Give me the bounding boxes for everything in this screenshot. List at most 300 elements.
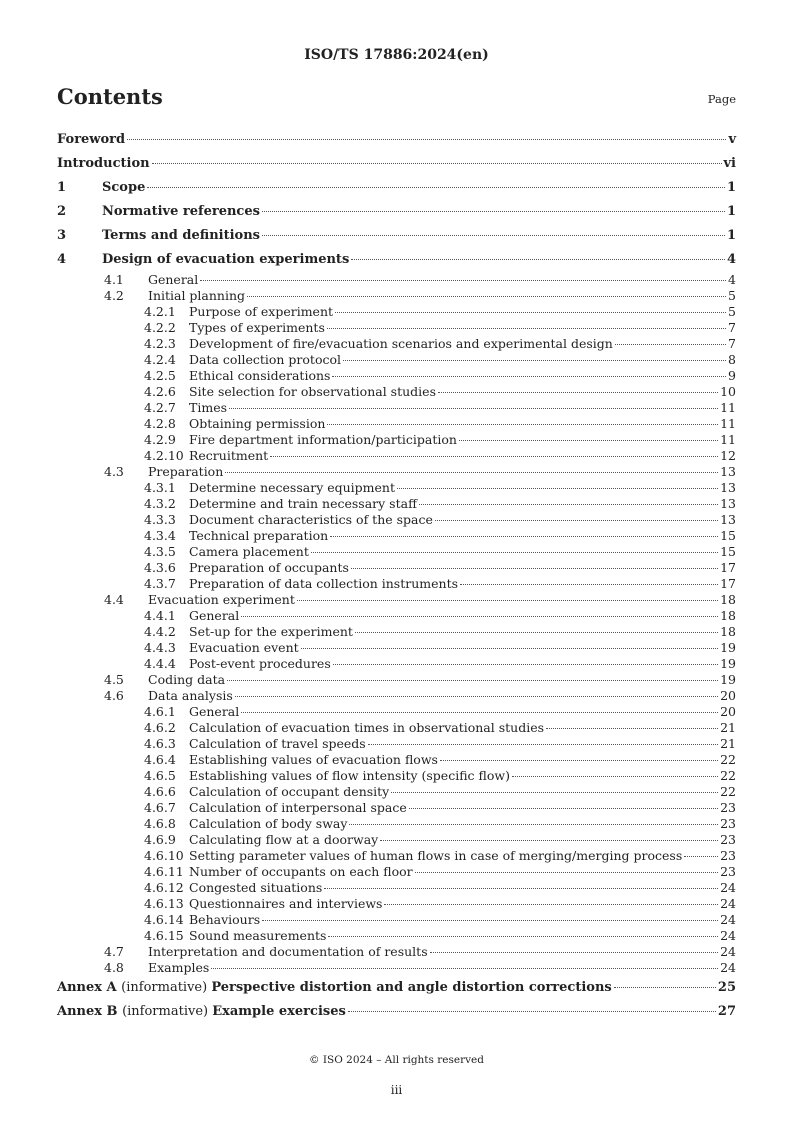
toc-page-number: 11 [720, 400, 736, 415]
section-number: 4.2.4 [144, 352, 176, 367]
toc-page-number: 15 [720, 544, 736, 559]
toc-title: Sound measurements [189, 928, 327, 943]
toc-entry[interactable] [57, 784, 736, 800]
dot-leader [459, 440, 718, 441]
dot-leader [327, 328, 726, 329]
toc-page-number: 22 [720, 784, 736, 799]
toc-page-number: 23 [720, 848, 736, 863]
toc-entry-text [57, 512, 433, 528]
toc-page-number: 4 [728, 272, 736, 287]
dot-leader [351, 568, 718, 569]
dot-leader [615, 344, 726, 345]
toc-entry[interactable] [57, 544, 736, 560]
toc-entry-text [57, 576, 458, 592]
toc-entry[interactable] [57, 304, 736, 320]
toc-page-number: 18 [720, 624, 736, 639]
toc-entry[interactable] [57, 656, 736, 672]
dot-leader [332, 376, 726, 377]
toc-page-number: 13 [720, 512, 736, 527]
toc-title: Camera placement [189, 544, 309, 559]
toc-entry-text [57, 672, 225, 688]
section-number: 4.1 [104, 272, 124, 287]
toc-title: Types of experiments [189, 320, 325, 335]
dot-leader [227, 680, 718, 681]
toc-title: Data analysis [148, 688, 233, 703]
dot-leader [351, 259, 725, 260]
toc-entry[interactable] [57, 896, 736, 912]
toc-entry-text [57, 688, 233, 704]
toc-entry-text [57, 176, 145, 200]
dot-leader [348, 1011, 716, 1012]
toc-page-number: 23 [720, 800, 736, 815]
toc-entry[interactable] [57, 800, 736, 816]
toc-title: Recruitment [189, 448, 269, 463]
section-number: 4.2.2 [144, 320, 176, 335]
section-number: 4.2.6 [144, 384, 176, 399]
toc-entry-text [57, 608, 239, 624]
dot-leader [127, 139, 726, 140]
document-header: ISO/TS 17886:2024(en) [304, 47, 489, 63]
toc-page-number: 7 [728, 336, 736, 351]
toc-title: Calculation of occupant density [189, 784, 390, 799]
section-number: 4.3.6 [144, 560, 176, 575]
annex-number: Annex B [57, 1004, 123, 1019]
dot-leader [297, 600, 718, 601]
dot-leader [262, 920, 718, 921]
toc-entry[interactable] [57, 736, 736, 752]
toc-title: Establishing values of evacuation flows [189, 752, 438, 767]
toc-page-number: 21 [720, 736, 736, 751]
toc-page-number: 19 [720, 656, 736, 671]
toc-title: Interpretation and documentation of results [148, 944, 428, 959]
toc-entry-text [57, 656, 331, 672]
toc-entry[interactable] [57, 576, 736, 592]
dot-leader [241, 616, 718, 617]
toc-page-number: 18 [720, 592, 736, 607]
toc-page-number: 20 [720, 704, 736, 719]
toc-page-number: 27 [717, 1004, 736, 1019]
toc-entry[interactable] [57, 448, 736, 464]
dot-leader [684, 856, 718, 857]
toc-entry-text [57, 896, 382, 912]
toc-entry-text [57, 200, 260, 224]
toc-entry[interactable] [57, 512, 736, 528]
toc-entry-text [57, 448, 268, 464]
toc-entry[interactable] [57, 976, 736, 1000]
toc-page-number: 20 [720, 688, 736, 703]
toc-page-number: 25 [717, 980, 736, 995]
toc-entry[interactable] [57, 128, 736, 152]
toc-entry[interactable] [57, 720, 736, 736]
toc-entry-text [57, 480, 395, 496]
toc-page-number: 5 [728, 304, 736, 319]
toc-entry[interactable] [57, 608, 736, 624]
toc-entry-text [57, 768, 510, 784]
table-of-contents [57, 128, 736, 1024]
dot-leader [200, 280, 726, 281]
toc-entry[interactable] [57, 200, 736, 224]
toc-page-number: 22 [720, 752, 736, 767]
dot-leader [349, 824, 718, 825]
toc-entry-text [57, 848, 682, 864]
toc-entry[interactable] [57, 368, 736, 384]
toc-entry[interactable] [57, 400, 736, 416]
section-number: 4.2.7 [144, 400, 176, 415]
toc-title: Ethical considerations [189, 368, 331, 383]
section-number: 4.4.2 [144, 624, 176, 639]
section-number: 4.6.12 [144, 880, 184, 895]
toc-entry-text [57, 320, 325, 336]
dot-leader [438, 392, 718, 393]
toc-entry[interactable] [57, 288, 736, 304]
toc-entry-text [57, 784, 389, 800]
section-number: 4.4 [104, 592, 124, 607]
toc-entry[interactable] [57, 848, 736, 864]
toc-entry-text [57, 288, 245, 304]
dot-leader [380, 840, 718, 841]
dot-leader [368, 744, 718, 745]
toc-title: Obtaining permission [189, 416, 326, 431]
section-number: 2 [57, 204, 67, 219]
toc-entry[interactable] [57, 496, 736, 512]
toc-page-number: 12 [720, 448, 736, 463]
dot-leader [333, 664, 718, 665]
toc-title: Calculation of travel speeds [189, 736, 366, 751]
toc-page-number: 4 [726, 252, 736, 267]
dot-leader [391, 792, 718, 793]
toc-entry[interactable] [57, 768, 736, 784]
toc-page-number: 19 [720, 640, 736, 655]
toc-entry[interactable] [57, 928, 736, 944]
toc-entry-text [57, 496, 417, 512]
toc-entry-text [57, 336, 613, 352]
toc-entry-text [57, 720, 544, 736]
section-number: 4.2.8 [144, 416, 176, 431]
toc-entry[interactable] [57, 272, 736, 288]
toc-entry[interactable] [57, 944, 736, 960]
dot-leader [409, 808, 718, 809]
section-number: 4.6.3 [144, 736, 176, 751]
toc-entry-text [57, 432, 457, 448]
dot-leader [343, 360, 726, 361]
toc-title: Post-event procedures [189, 656, 331, 671]
toc-entry[interactable] [57, 176, 736, 200]
section-number: 4 [57, 252, 67, 267]
toc-entry-text [57, 152, 150, 176]
toc-entry[interactable] [57, 960, 736, 976]
dot-leader [335, 312, 726, 313]
toc-entry[interactable] [57, 624, 736, 640]
toc-entry[interactable] [57, 1000, 736, 1024]
dot-leader [328, 936, 718, 937]
toc-title: General [148, 272, 199, 287]
section-number: 4.3 [104, 464, 124, 479]
section-number: 4.7 [104, 944, 124, 959]
toc-entry[interactable] [57, 864, 736, 880]
section-number: 4.3.7 [144, 576, 176, 591]
toc-page-number: 23 [720, 864, 736, 879]
toc-page-number: 24 [720, 880, 736, 895]
dot-leader [512, 776, 718, 777]
section-number: 4.6.1 [144, 704, 176, 719]
dot-leader [324, 888, 718, 889]
dot-leader [415, 872, 718, 873]
toc-entry[interactable] [57, 384, 736, 400]
toc-title: Design of evacuation experiments [102, 252, 350, 267]
toc-entry-text [57, 816, 347, 832]
dot-leader [229, 408, 718, 409]
toc-entry[interactable] [57, 832, 736, 848]
toc-entry-text [57, 368, 330, 384]
toc-entry-text [57, 880, 322, 896]
annex-note: (informative) [121, 980, 212, 995]
toc-entry-text [57, 128, 125, 152]
toc-entry-text [57, 224, 260, 248]
section-number: 4.6.2 [144, 720, 176, 735]
section-number: 4.4.4 [144, 656, 176, 671]
toc-entry[interactable] [57, 816, 736, 832]
toc-entry[interactable] [57, 336, 736, 352]
toc-entry[interactable] [57, 528, 736, 544]
section-number: 4.6.9 [144, 832, 176, 847]
toc-title: Setting parameter values of human flows in case of merging/merging process [189, 848, 683, 863]
toc-title: Document characteristics of the space [189, 512, 433, 527]
toc-entry[interactable] [57, 352, 736, 368]
toc-title: Perspective distortion and angle distortion corrections [211, 980, 612, 995]
toc-entry-text [57, 384, 436, 400]
toc-entry-text [57, 960, 209, 976]
toc-title: Calculating flow at a doorway [189, 832, 379, 847]
dot-leader [301, 648, 718, 649]
toc-entry-text [57, 528, 328, 544]
section-number: 4.6.7 [144, 800, 176, 815]
toc-entry-text [57, 624, 353, 640]
toc-entry[interactable] [57, 672, 736, 688]
section-number: 4.3.3 [144, 512, 176, 527]
section-number: 1 [57, 180, 67, 195]
toc-title: Number of occupants on each floor [189, 864, 413, 879]
section-number: 4.6.8 [144, 816, 176, 831]
section-number: 4.2.3 [144, 336, 176, 351]
section-number: 4.6.6 [144, 784, 176, 799]
dot-leader [546, 728, 718, 729]
toc-entry-text [57, 944, 428, 960]
toc-page-number: 1 [726, 228, 736, 243]
toc-title: Preparation of occupants [189, 560, 349, 575]
section-number: 4.6.14 [144, 912, 184, 927]
section-number: 4.4.1 [144, 608, 176, 623]
toc-page-number: 24 [720, 960, 736, 975]
toc-entry-text [57, 800, 407, 816]
toc-title: Calculation of interpersonal space [189, 800, 407, 815]
toc-page-number: 10 [720, 384, 736, 399]
section-number: 4.6.5 [144, 768, 176, 783]
toc-title: Development of fire/evacuation scenarios and experimental design [189, 336, 613, 351]
toc-entry[interactable] [57, 464, 736, 480]
toc-entry-text [57, 272, 198, 288]
toc-entry-text [57, 416, 325, 432]
toc-title: Site selection for observational studies [189, 384, 436, 399]
toc-page-number: 13 [720, 496, 736, 511]
toc-entry-text [57, 912, 260, 928]
toc-title: Congested situations [189, 880, 323, 895]
toc-page-number: 11 [720, 432, 736, 447]
toc-entry-text [57, 832, 378, 848]
toc-entry[interactable] [57, 704, 736, 720]
toc-page-number: 24 [720, 896, 736, 911]
toc-page-number: 24 [720, 912, 736, 927]
toc-title: Determine and train necessary staff [189, 496, 417, 511]
toc-title: Determine necessary equipment [189, 480, 395, 495]
section-number: 4.6.13 [144, 896, 184, 911]
dot-leader [262, 211, 725, 212]
dot-leader [330, 536, 718, 537]
toc-title: Times [189, 400, 228, 415]
toc-entry[interactable] [57, 480, 736, 496]
toc-title: Establishing values of flow intensity (specific flow) [189, 768, 510, 783]
toc-entry[interactable] [57, 688, 736, 704]
section-number: 4.2.9 [144, 432, 176, 447]
toc-entry-text [57, 864, 413, 880]
section-number: 4.3.4 [144, 528, 176, 543]
section-number: 4.8 [104, 960, 124, 975]
dot-leader [147, 187, 725, 188]
toc-title: Purpose of experiment [189, 304, 334, 319]
dot-leader [327, 424, 718, 425]
section-number: 4.3.5 [144, 544, 176, 559]
toc-entry-text [57, 560, 349, 576]
dot-leader [270, 456, 718, 457]
toc-entry[interactable] [57, 224, 736, 248]
toc-title: Initial planning [148, 288, 246, 303]
toc-entry-text [57, 704, 239, 720]
toc-title: Introduction [57, 156, 150, 171]
section-number: 4.2 [104, 288, 124, 303]
section-number: 4.4.3 [144, 640, 176, 655]
dot-leader [460, 584, 718, 585]
toc-entry[interactable] [57, 416, 736, 432]
page-column-label: Page [707, 92, 736, 106]
dot-leader [614, 987, 716, 988]
toc-page-number: 21 [720, 720, 736, 735]
toc-page-number: vi [723, 156, 736, 171]
toc-entry[interactable] [57, 320, 736, 336]
toc-title: Example exercises [212, 1004, 346, 1019]
toc-entry-text [57, 928, 326, 944]
toc-page-number: 13 [720, 480, 736, 495]
section-number: 4.3.1 [144, 480, 176, 495]
dot-leader [247, 296, 726, 297]
toc-entry-text [57, 976, 612, 1000]
dot-leader [225, 472, 718, 473]
toc-title: Fire department information/participation [189, 432, 457, 447]
dot-leader [355, 632, 718, 633]
toc-page-number: 1 [726, 180, 736, 195]
section-number: 4.6.10 [144, 848, 184, 863]
toc-title: Technical preparation [189, 528, 329, 543]
toc-title: Evacuation event [189, 640, 299, 655]
toc-title: Terms and definitions [102, 228, 260, 243]
dot-leader [311, 552, 718, 553]
toc-page-number: 23 [720, 816, 736, 831]
dot-leader [440, 760, 718, 761]
toc-title: Data collection protocol [189, 352, 341, 367]
toc-page-number: 1 [726, 204, 736, 219]
toc-entry[interactable] [57, 560, 736, 576]
toc-page-number: 23 [720, 832, 736, 847]
toc-entry[interactable] [57, 880, 736, 896]
toc-entry[interactable] [57, 912, 736, 928]
toc-title: Questionnaires and interviews [189, 896, 383, 911]
section-number: 4.2.1 [144, 304, 176, 319]
toc-page-number: 8 [728, 352, 736, 367]
toc-page-number: 18 [720, 608, 736, 623]
toc-title: Preparation of data collection instruments [189, 576, 459, 591]
toc-entry-text [57, 544, 309, 560]
toc-page-number: 15 [720, 528, 736, 543]
toc-title: Evacuation experiment [148, 592, 295, 607]
dot-leader [419, 504, 718, 505]
dot-leader [211, 968, 718, 969]
section-number: 4.5 [104, 672, 124, 687]
dot-leader [435, 520, 718, 521]
toc-page-number: 13 [720, 464, 736, 479]
toc-entry[interactable] [57, 752, 736, 768]
section-number: 3 [57, 228, 67, 243]
toc-page-number: 24 [720, 928, 736, 943]
toc-page-number: 24 [720, 944, 736, 959]
toc-entry[interactable] [57, 592, 736, 608]
toc-page-number: 11 [720, 416, 736, 431]
toc-title: Coding data [148, 672, 226, 687]
toc-entry-text [57, 304, 333, 320]
toc-entry-text [57, 752, 438, 768]
section-number: 4.3.2 [144, 496, 176, 511]
dot-leader [152, 163, 722, 164]
toc-entry[interactable] [57, 248, 736, 272]
page-number: iii [390, 1083, 403, 1097]
annex-note: (informative) [122, 1004, 213, 1019]
toc-title: Normative references [102, 204, 260, 219]
toc-entry[interactable] [57, 432, 736, 448]
toc-title: Foreword [57, 132, 126, 147]
toc-entry[interactable] [57, 640, 736, 656]
dot-leader [241, 712, 718, 713]
section-number: 4.6.11 [144, 864, 184, 879]
toc-entry[interactable] [57, 152, 736, 176]
toc-entry-text [57, 248, 349, 272]
toc-title: Scope [102, 180, 146, 195]
section-number: 4.6.15 [144, 928, 184, 943]
toc-title: Examples [148, 960, 210, 975]
annex-number: Annex A [57, 980, 122, 995]
toc-page-number: 5 [728, 288, 736, 303]
toc-entry-text [57, 640, 299, 656]
copyright-footer: © ISO 2024 – All rights reserved [309, 1054, 484, 1066]
toc-entry-text [57, 736, 366, 752]
toc-title: General [189, 704, 240, 719]
toc-title: Calculation of evacuation times in observational studies [189, 720, 545, 735]
section-number: 4.2.5 [144, 368, 176, 383]
toc-page-number: 22 [720, 768, 736, 783]
dot-leader [397, 488, 718, 489]
dot-leader [384, 904, 718, 905]
toc-title: Preparation [148, 464, 224, 479]
section-number: 4.6 [104, 688, 124, 703]
dot-leader [235, 696, 718, 697]
toc-entry-text [57, 592, 295, 608]
toc-title: Calculation of body sway [189, 816, 348, 831]
